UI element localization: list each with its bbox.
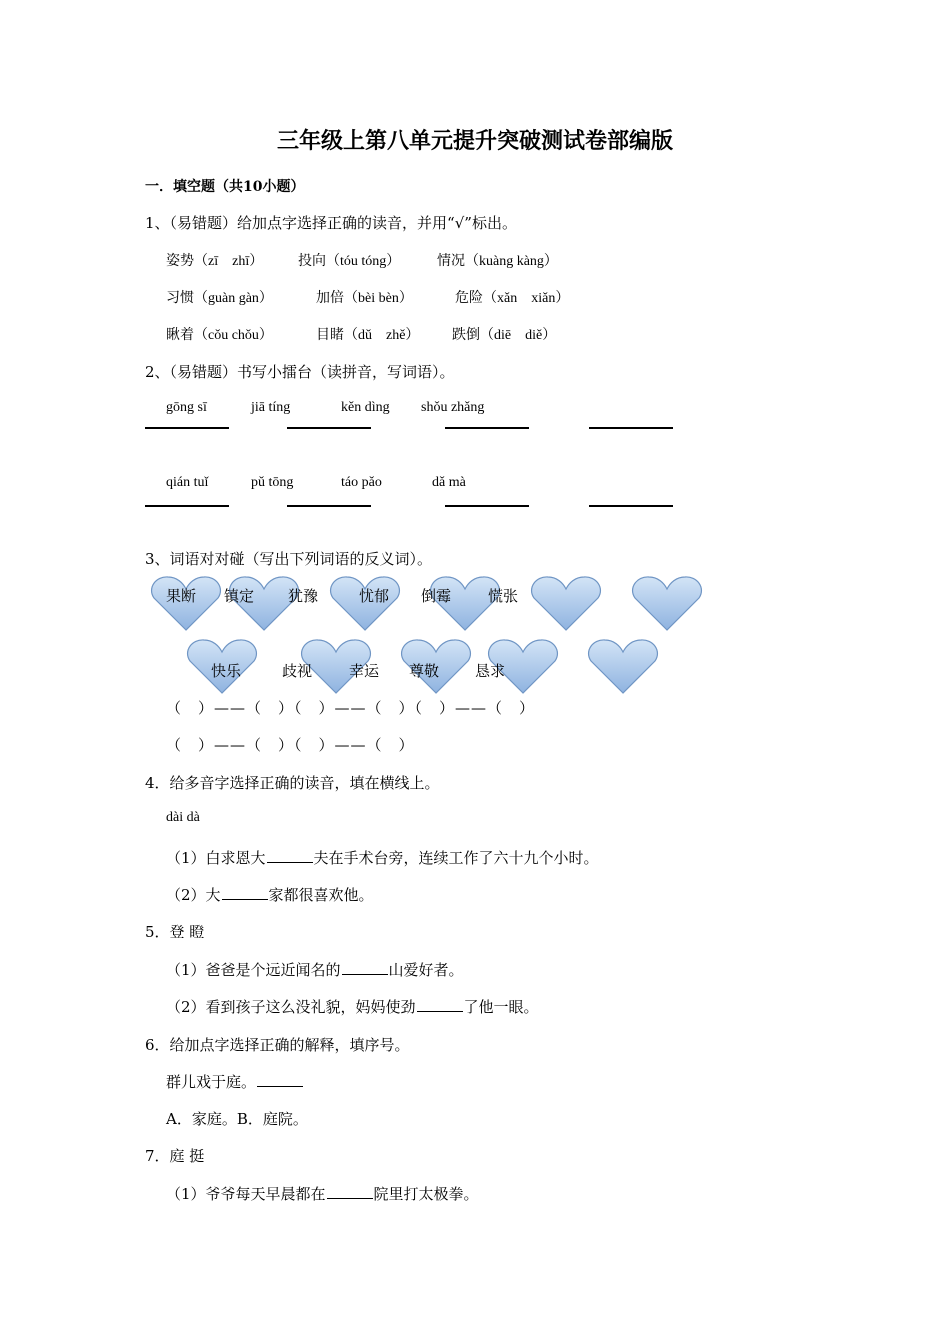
sentence-text: （2）大 — [166, 886, 221, 904]
q5-sentence-1 — [166, 959, 464, 980]
answer-line — [287, 427, 371, 429]
q2-pinyin: dǎ mà — [432, 475, 466, 490]
answer-line — [287, 505, 371, 507]
q2-pinyin: kěn dìng — [341, 400, 390, 415]
fill-blank[interactable] — [257, 1085, 303, 1087]
q1-item: 跌倒（diē diě） — [452, 328, 557, 343]
heart-word: 慌张 — [488, 587, 519, 605]
fill-blank[interactable] — [342, 973, 388, 975]
heart-word: 果断 — [166, 587, 197, 605]
q1-item: 投向（tóu tóng） — [298, 254, 401, 269]
q1-item: 瞅着（cǒu chǒu） — [166, 328, 273, 343]
sentence-text: 山爱好者。 — [388, 961, 464, 979]
q5-sentence-2 — [166, 996, 539, 1017]
heart-shape-icon — [587, 637, 659, 695]
answer-line — [445, 505, 529, 507]
q1-item: 姿势（zī zhī） — [166, 254, 264, 269]
q1-stem: 1、（易错题）给加点字选择正确的读音，并用“√”标出。 — [145, 214, 517, 232]
sentence-text: 院里打太极拳。 — [373, 1185, 479, 1203]
fill-blank[interactable] — [417, 1010, 463, 1012]
sentence-text: 家都很喜欢他。 — [268, 886, 374, 904]
heart-word: 镇定 — [224, 587, 255, 605]
q4-stem: 4．给多音字选择正确的读音，填在横线上。 — [145, 774, 440, 792]
q2-pinyin: jiā tíng — [251, 400, 291, 415]
sentence-text: （1）白求恩大 — [166, 849, 266, 867]
heart-word: 尊敬 — [409, 662, 440, 680]
fill-blank[interactable] — [327, 1197, 373, 1199]
heart-word: 歧视 — [282, 662, 313, 680]
q2-pinyin: gōng sī — [166, 400, 207, 415]
q7-stem: 7．庭 挺 — [145, 1147, 205, 1165]
q2-pinyin: shǒu zhǎng — [421, 400, 485, 415]
q6-stem: 6．给加点字选择正确的解释，填序号。 — [145, 1036, 410, 1054]
q1-item: 习惯（guàn gàn） — [166, 291, 273, 306]
fill-blank[interactable] — [267, 861, 313, 863]
q1-item: 加倍（bèi bèn） — [316, 291, 413, 306]
q3-stem: 3、词语对对碰（写出下列词语的反义词）。 — [145, 550, 433, 568]
heart-word: 恳求 — [475, 662, 506, 680]
q1-item: 目睹（dǔ zhě） — [316, 328, 420, 343]
heart-word: 犹豫 — [288, 587, 319, 605]
heart-word: 倒霉 — [421, 587, 452, 605]
q4-sentence-2 — [166, 884, 374, 905]
sentence-text: （1）爷爷每天早晨都在 — [166, 1185, 326, 1203]
heart-word: 忧郁 — [359, 587, 390, 605]
answer-line — [145, 427, 229, 429]
q3-answer-row: （ ）——（ ）（ ）——（ ）（ ）——（ ） — [166, 699, 536, 717]
q7-sentence-1 — [166, 1183, 479, 1204]
q1-item: 情况（kuàng kàng） — [437, 254, 558, 269]
q1-item: 危险（xǎn xiǎn） — [455, 291, 570, 306]
q3-answer-row: （ ）——（ ）（ ）——（ ） — [166, 736, 415, 754]
q4-pinyin: dài dà — [166, 810, 200, 825]
q6-options: A．家庭。B．庭院。 — [166, 1110, 308, 1128]
heart-word: 快乐 — [211, 662, 242, 680]
q2-pinyin: táo pǎo — [341, 475, 382, 490]
q4-sentence-1 — [166, 847, 599, 868]
sentence-text: （2）看到孩子这么没礼貌，妈妈使劲 — [166, 998, 416, 1016]
sentence-text: （1）爸爸是个远近闻名的 — [166, 961, 341, 979]
section-heading: 一．填空题（共10小题） — [145, 179, 305, 195]
q5-stem: 5．登 瞪 — [145, 923, 205, 941]
q2-stem: 2、（易错题）书写小擂台（读拼音，写词语）。 — [145, 363, 455, 381]
sentence-text: 群儿戏于庭。 — [166, 1073, 257, 1091]
sentence-text: 夫在手术台旁，连续工作了六十九个小时。 — [313, 849, 599, 867]
page-title: 三年级上第八单元提升突破测试卷部编版 — [276, 128, 673, 154]
q2-pinyin: pǔ tōng — [251, 475, 294, 490]
answer-line — [445, 427, 529, 429]
heart-word: 幸运 — [349, 662, 380, 680]
q6-sentence — [166, 1071, 304, 1092]
answer-line — [589, 505, 673, 507]
answer-line — [145, 505, 229, 507]
answer-line — [589, 427, 673, 429]
fill-blank[interactable] — [222, 898, 268, 900]
heart-shape-icon — [530, 574, 602, 632]
sentence-text: 了他一眼。 — [463, 998, 539, 1016]
q2-pinyin: qián tuǐ — [166, 475, 209, 490]
heart-shape-icon — [631, 574, 703, 632]
